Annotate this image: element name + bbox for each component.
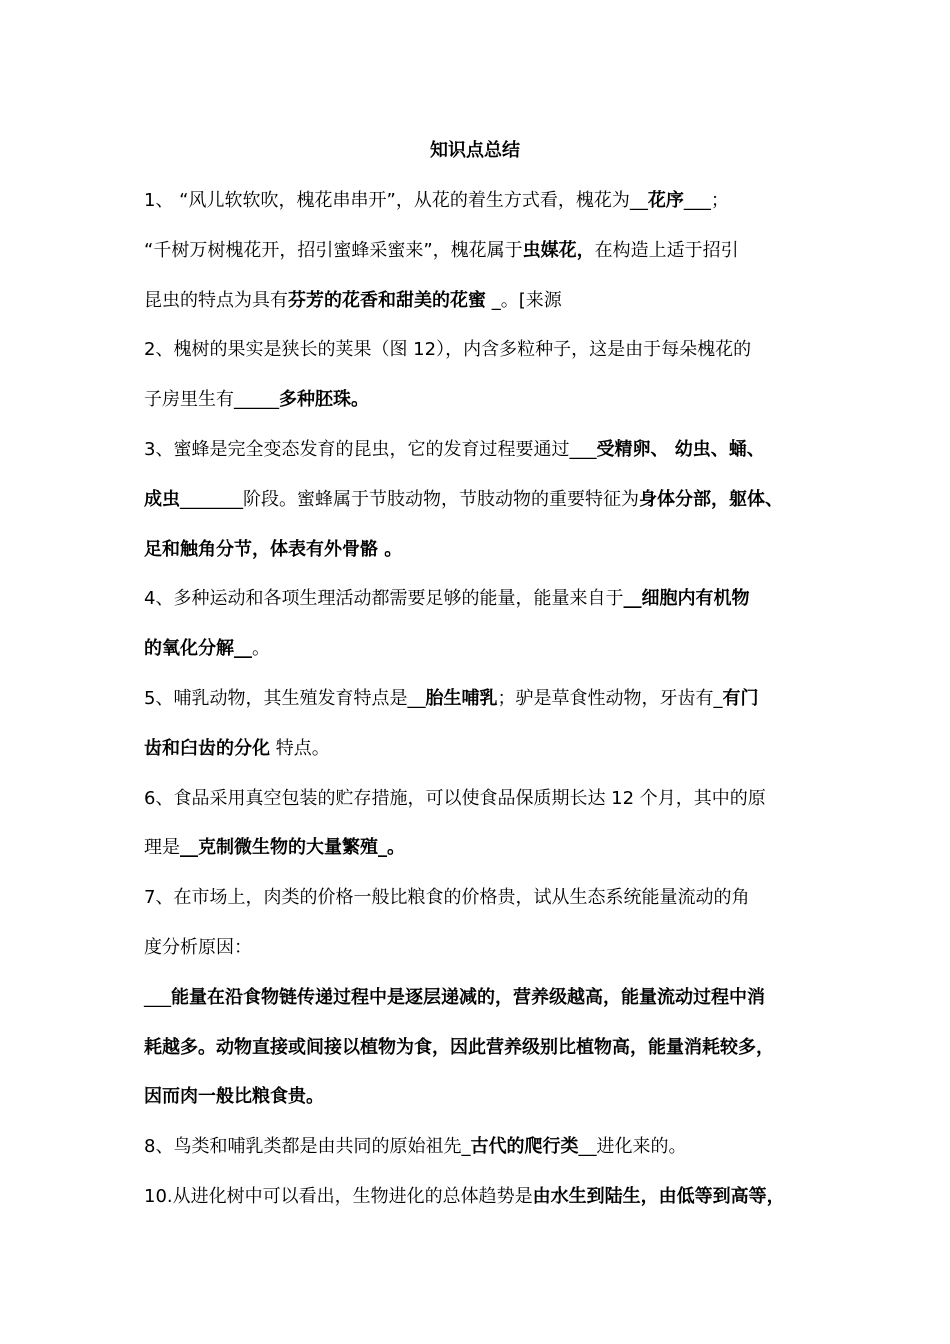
answer-text: 胎生哺乳 — [425, 688, 498, 709]
text-line — [144, 437, 765, 463]
question-text: ；驴是草食性动物，牙齿有_ — [497, 688, 723, 709]
text-line — [144, 238, 739, 264]
question-text: _。[来源 — [486, 290, 562, 311]
answer-text: 多种胚珠。 — [279, 389, 369, 410]
answer-text: 虫媒花， — [522, 240, 595, 261]
text-line — [144, 188, 729, 214]
question-text: __进化来的。 — [578, 1136, 687, 1157]
text-line — [144, 337, 751, 363]
question-text: 4、多种运动和各项生理活动都需要足够的能量，能量来自于 — [144, 588, 624, 609]
text-line — [144, 985, 765, 1011]
answer-text: __克制微生物的大量繁殖_。 — [180, 837, 405, 858]
text-line — [144, 1035, 774, 1061]
text-line — [144, 586, 749, 612]
answer-text: 成虫 — [144, 489, 180, 510]
question-text: 子房里生有_____ — [144, 389, 279, 410]
text-line — [144, 1184, 785, 1210]
text-line — [144, 885, 749, 911]
text-line — [144, 636, 270, 662]
question-text: “千树万树槐花开，招引蜜蜂采蜜来”，槐花属于 — [144, 240, 523, 261]
question-text: 度分析原因： — [144, 937, 252, 958]
answer-text: 能量在沿食物链传递过程中是逐层递减的，营养级越高，能量流动过程中消 — [171, 987, 765, 1008]
answer-text: 芬芳的花香和甜美的花蜜 — [288, 290, 486, 311]
text-line — [144, 1084, 324, 1110]
question-text: _______阶段。蜜蜂属于节肢动物，节肢动物的重要特征为 — [180, 489, 639, 510]
answer-text: 有门 — [722, 688, 759, 709]
question-text: 1、 “风儿软软吹，槐花串串开”，从花的着生方式看，槐花为__ — [144, 190, 648, 211]
text-line — [144, 487, 783, 513]
question-text: ___； — [683, 190, 729, 211]
answer-text: 花序 — [647, 190, 684, 211]
question-text: 5、哺乳动物，其生殖发育特点是__ — [144, 688, 426, 709]
text-line — [144, 686, 758, 712]
answer-text: 耗越多。动物直接或间接以植物为食，因此营养级别比植物高，能量消耗较多， — [144, 1037, 774, 1058]
text-line — [144, 835, 405, 861]
answer-text: 足和触角分节，体表有外骨骼 。 — [144, 539, 403, 560]
question-text: 理是 — [144, 837, 180, 858]
question-text: 8、鸟类和哺乳类都是由共同的原始祖先_ — [144, 1136, 471, 1157]
question-text: ___ — [144, 987, 171, 1008]
question-text: 3、蜜蜂是完全变态发育的昆虫，它的发育过程要通过___ — [144, 439, 597, 460]
text-line — [144, 736, 330, 762]
question-text: 10.从进化树中可以看出，生物进化的总体趋势是 — [144, 1186, 533, 1207]
answer-text: 古代的爬行类 — [470, 1136, 579, 1157]
text-line — [144, 387, 369, 413]
question-text: 2、槐树的果实是狭长的荚果（图 12），内含多粒种子，这是由于每朵槐花的 — [144, 339, 752, 360]
question-text: 。 — [252, 638, 270, 659]
text-line — [144, 786, 766, 812]
answer-text: __细胞内有机物 — [623, 588, 750, 609]
question-text: 特点。 — [270, 738, 330, 759]
question-text: 7、在市场上，肉类的价格一般比粮食的价格贵，试从生态系统能量流动的角 — [144, 887, 750, 908]
answer-text: 因而肉一般比粮食贵。 — [144, 1086, 324, 1107]
question-text: 昆虫的特点为具有 — [144, 290, 288, 311]
question-text: 6、食品采用真空包装的贮存措施，可以使食品保质期长达 12 个月，其中的原 — [144, 788, 766, 809]
answer-text: 受精卵、 幼虫、蛹、 — [596, 439, 765, 460]
answer-text: 由水生到陆生，由低等到高等， — [532, 1186, 785, 1207]
text-line — [144, 1134, 686, 1160]
text-line — [144, 935, 252, 961]
question-text: 在构造上适于招引 — [594, 240, 739, 261]
text-line — [144, 537, 402, 563]
answer-text: 身体分部，躯体、 — [639, 489, 783, 510]
page-title: 知识点总结 — [430, 140, 520, 161]
answer-text: 齿和臼齿的分化 — [144, 738, 270, 759]
answer-text: 的氧化分解__ — [144, 638, 252, 659]
text-line — [144, 288, 562, 314]
